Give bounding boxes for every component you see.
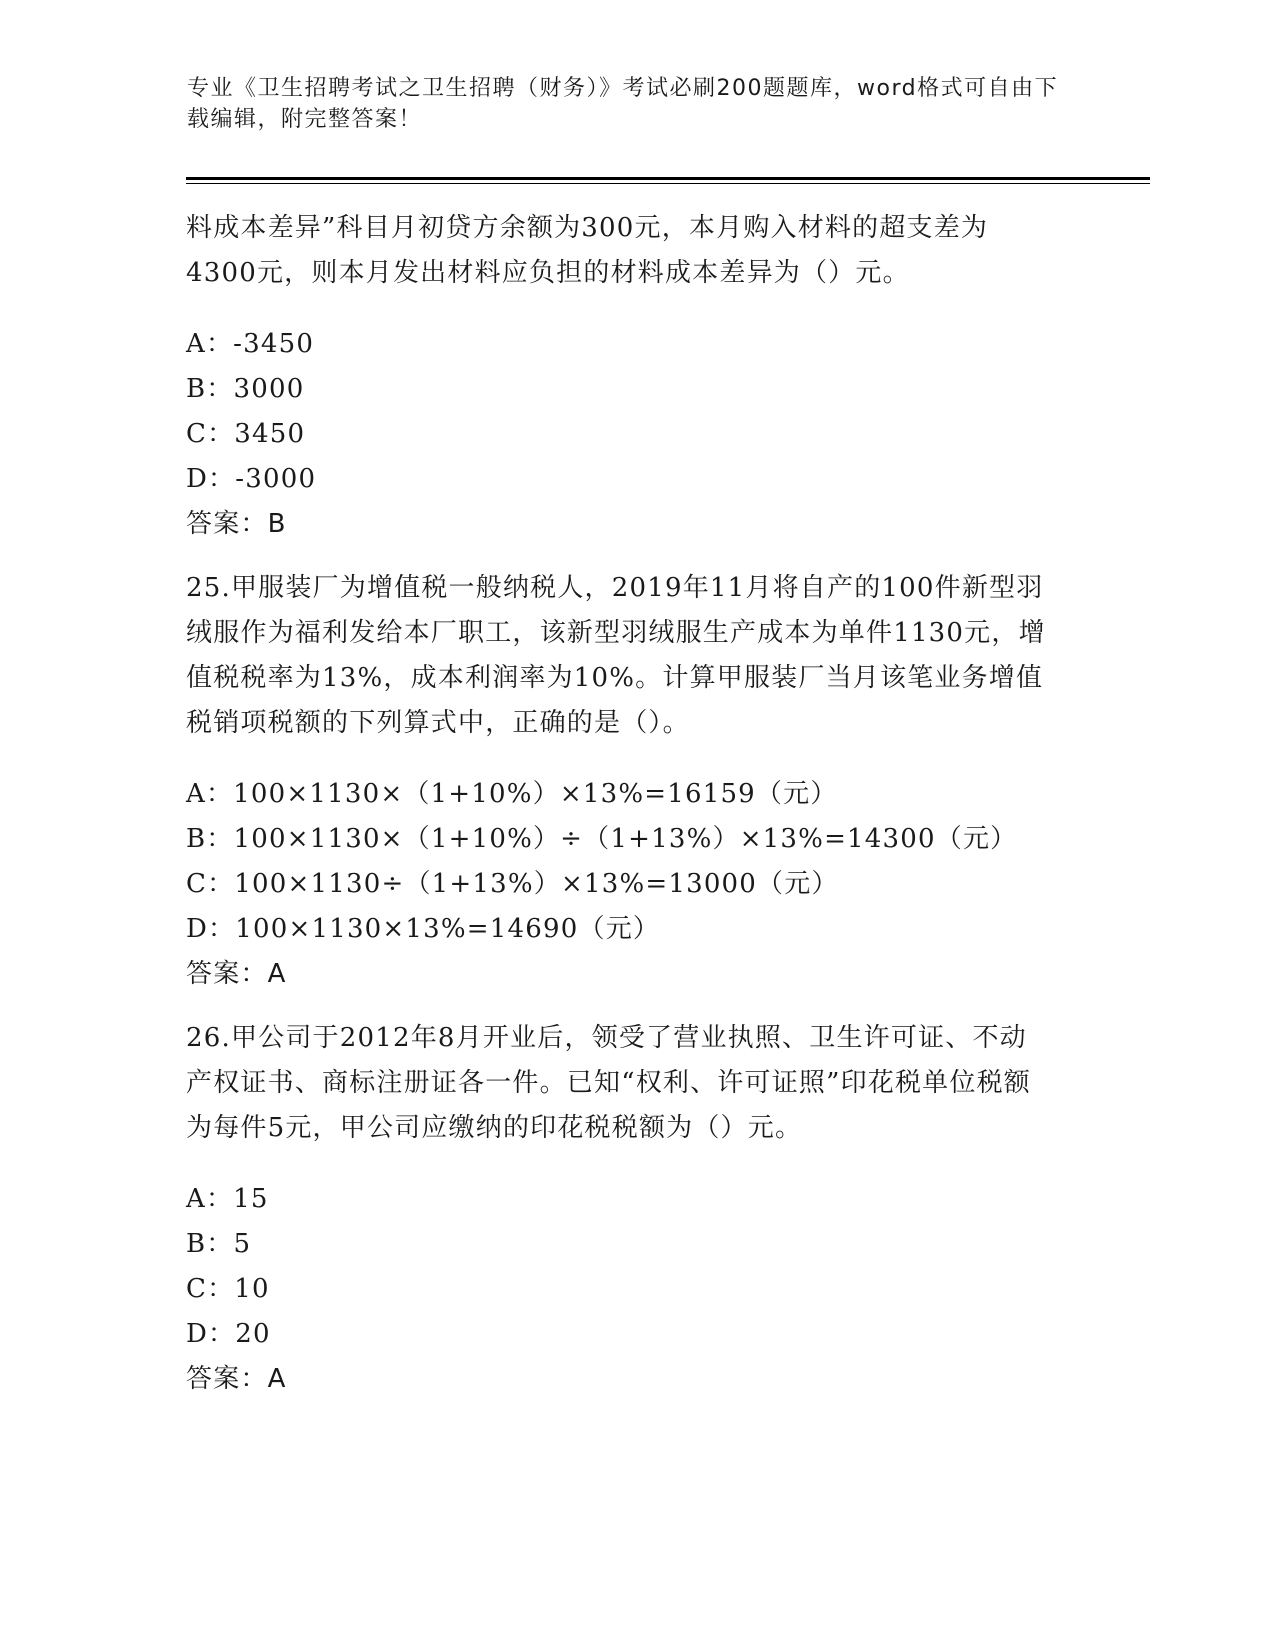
question-block-continued <box>186 180 1086 547</box>
answer-line: 答案：A <box>186 1364 287 1394</box>
option-c: C：100×1130÷（1+13%）×13%=13000（元） <box>186 869 839 899</box>
option-d: D：20 <box>186 1319 271 1349</box>
option-d: D：-3000 <box>186 464 317 494</box>
option-c: C：10 <box>186 1274 270 1304</box>
question-block-25 <box>186 540 1086 997</box>
option-b: B：5 <box>186 1229 252 1259</box>
option-a: A：100×1130×（1+10%）×13%=16159（元） <box>186 779 838 809</box>
option-b: B：100×1130×（1+10%）÷（1+13%）×13%=14300（元） <box>186 824 1018 854</box>
question-block-26 <box>186 990 1086 1402</box>
option-a: A：-3450 <box>186 329 315 359</box>
question-stem: 料成本差异”科目月初贷方余额为300元，本月购入材料的超支差为4300元，则本月发出材料应负担的材料成本差异为（）元。 <box>186 213 989 288</box>
question-stem: 25.甲服装厂为增值税一般纳税人，2019年11月将自产的100件新型羽绒服作为福利发给本厂职工，该新型羽绒服生产成本为单件1130元，增值税税率为13%，成本利润率为10%。计算甲服装厂当月该笔业务增值税销项税额的下列算式中，正确的是（）。 <box>186 573 1046 738</box>
page-header: 专业《卫生招聘考试之卫生招聘（财务）》考试必刷200题题库，word格式可自由下载编辑，附完整答案！ <box>187 76 1059 132</box>
question-stem: 26.甲公司于2012年8月开业后，领受了营业执照、卫生许可证、不动产权证书、商标注册证各一件。已知“权利、许可证照”印花税单位税额为每件5元，甲公司应缴纳的印花税税额为（）元。 <box>186 1023 1031 1143</box>
option-a: A：15 <box>186 1184 269 1214</box>
answer-line: 答案：B <box>186 509 287 539</box>
answer-line: 答案：A <box>186 959 287 989</box>
option-d: D：100×1130×13%=14690（元） <box>186 914 661 944</box>
option-b: B：3000 <box>186 374 305 404</box>
option-c: C：3450 <box>186 419 306 449</box>
